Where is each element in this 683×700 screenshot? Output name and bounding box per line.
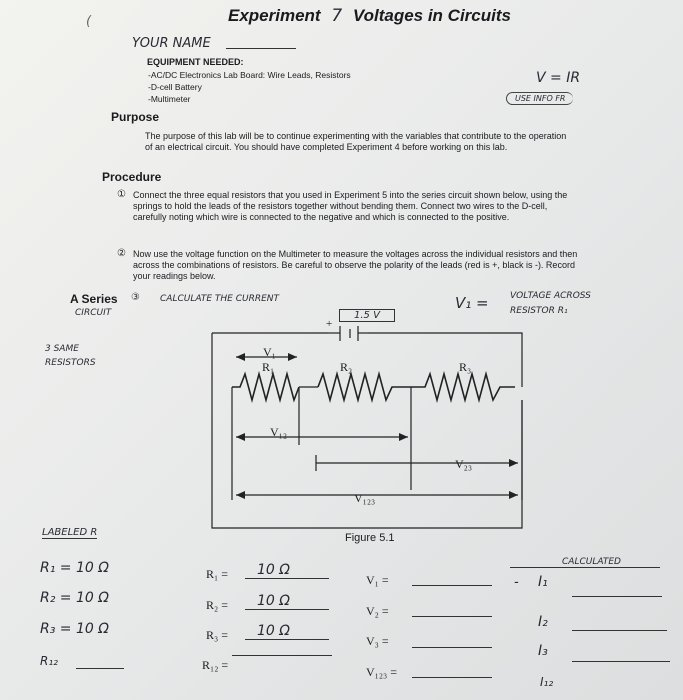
v-field-value[interactable]: [412, 585, 492, 586]
r-field-label: R₁₂ =: [202, 658, 229, 672]
v-field-value[interactable]: [412, 616, 492, 617]
v-field-label: V₃ =: [366, 634, 389, 648]
resistor-r3: [408, 374, 515, 400]
v-field-label: V₁₂₃ =: [366, 665, 397, 679]
page-title: Experiment 7 Voltages in Circuits: [228, 6, 511, 26]
v-field-label: V₁ =: [366, 573, 389, 587]
current-field[interactable]: [572, 630, 667, 631]
resistor-label-r1: R₁: [262, 360, 275, 374]
purpose-text: The purpose of this lab will be to continue experimenting with the variables that contribute to the operation of an electrical circuit. You should have completed Experiment 4 before working on this lab.: [145, 131, 567, 152]
r-field-value[interactable]: 10 Ω: [245, 562, 329, 579]
resistor-note: 3 SAME: [45, 344, 79, 354]
equipment-item: -D-cell Battery: [148, 82, 202, 92]
equipment-heading: EQUIPMENT NEEDED:: [147, 57, 244, 67]
series-note: ③: [131, 292, 140, 303]
procedure-heading: Procedure: [102, 170, 162, 184]
series-note: CALCULATE THE CURRENT: [160, 294, 279, 304]
figure-caption: Figure 5.1: [345, 532, 395, 544]
purpose-heading: Purpose: [111, 110, 160, 124]
v1-note: RESISTOR R₁: [510, 306, 568, 316]
v1-note: VOLTAGE ACROSS: [510, 291, 591, 301]
labeled-r-heading: LABELED R: [42, 527, 98, 538]
v1-note: V₁ =: [455, 294, 489, 312]
resistor-r1: [232, 374, 299, 400]
r-field-value[interactable]: 10 Ω: [245, 593, 329, 610]
r-field-label: R₂ =: [206, 598, 228, 612]
procedure-step: Now use the voltage function on the Multimeter to measure the voltages across the individual resistors and then across the combinations of resistors. Be careful to observe the polarity of the leads (red is +, black is -). Record your readings below.: [133, 249, 578, 281]
step-number: ②: [117, 248, 126, 259]
current-label: I₁: [538, 574, 548, 590]
current-dash: -: [514, 575, 519, 590]
battery-plus-sign: +: [326, 318, 333, 330]
battery-voltage-note: 1.5 V: [339, 309, 395, 322]
voltage-label-v1: V₁: [263, 345, 276, 359]
resistor-note: RESISTORS: [45, 358, 96, 368]
r-field-label: R₁ =: [206, 567, 228, 581]
equipment-item: -AC/DC Electronics Lab Board: Wire Leads, Resistors: [148, 70, 351, 80]
series-heading: A Series: [70, 292, 118, 306]
procedure-step: Connect the three equal resistors that you used in Experiment 5 into the series circuit shown below, using the springs to hold the leads of the resistors together without bending them. Connect two wires to the D-cell, carefully noting which wire is connected to the negative and which is connected to the positive.: [133, 190, 568, 222]
voltage-label-v123: V₁₂₃: [354, 491, 376, 505]
calculated-heading: CALCULATED: [562, 557, 621, 567]
current-label: I₂: [538, 614, 548, 630]
ohms-law-note: V = IR: [536, 70, 581, 86]
r-field-value[interactable]: [232, 655, 332, 656]
series-note: CIRCUIT: [75, 308, 112, 318]
r-field-value[interactable]: 10 Ω: [245, 623, 329, 640]
voltage-label-v23: V₂₃: [455, 457, 473, 471]
equipment-item: -Multimeter: [148, 94, 191, 104]
blank-line: [76, 668, 124, 669]
current-label: I₃: [538, 643, 548, 659]
labeled-r-value: R₁ = 10 Ω: [40, 560, 109, 576]
labeled-r-value: R₁₂: [40, 654, 58, 668]
use-info-note: USE INFO FR: [506, 92, 573, 105]
r-field-label: R₃ =: [206, 628, 228, 642]
current-label: I₁₂: [540, 675, 554, 689]
labeled-r-value: R₃ = 10 Ω: [40, 621, 109, 637]
current-field[interactable]: [572, 596, 662, 597]
v-field-value[interactable]: [412, 647, 492, 648]
current-field[interactable]: [572, 661, 670, 662]
student-name: YOUR NAME: [132, 36, 211, 51]
v-field-value[interactable]: [412, 677, 492, 678]
resistor-r2: [318, 374, 408, 400]
voltage-label-v12: V₁₂: [270, 425, 288, 439]
resistor-label-r2: R₂: [340, 360, 353, 374]
heading-underline: [510, 567, 660, 568]
labeled-r-value: R₂ = 10 Ω: [40, 590, 109, 606]
corner-mark: (: [86, 14, 92, 29]
v-field-label: V₂ =: [366, 604, 389, 618]
resistor-label-r3: R₃: [459, 360, 472, 374]
step-number: ①: [117, 189, 126, 200]
